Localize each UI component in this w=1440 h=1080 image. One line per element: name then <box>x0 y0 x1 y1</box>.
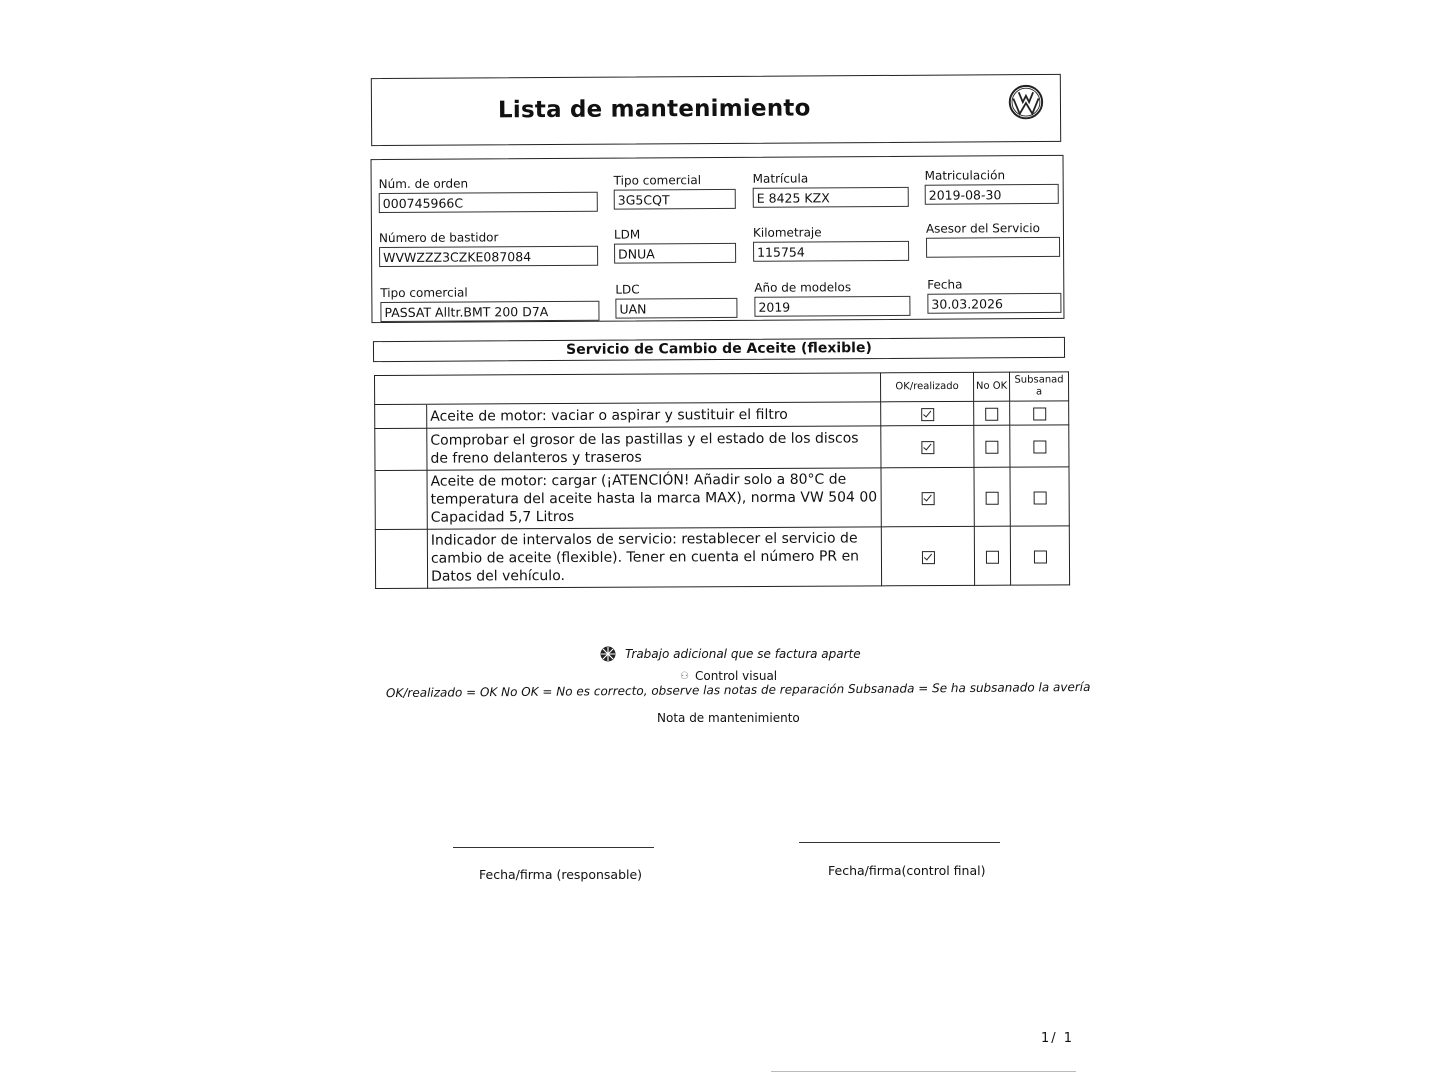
field-value: UAN <box>615 298 737 319</box>
field-label: Matriculación <box>924 168 1006 183</box>
service-advisor-field <box>926 221 1060 258</box>
subsanada-cell <box>1010 425 1069 467</box>
vehicle-info-box <box>371 155 1065 323</box>
field-value: 3G5CQT <box>614 189 736 210</box>
extra-work-icon <box>600 646 616 662</box>
checklist-table-wrapper <box>374 371 1069 589</box>
commercial-type-field <box>380 285 599 322</box>
field-label: Año de modelos <box>754 280 852 295</box>
mileage-field <box>753 225 909 262</box>
header-no-ok: No OK <box>973 372 1009 401</box>
field-label: Kilometraje <box>752 225 822 240</box>
header-blank <box>427 373 881 404</box>
row-index-cell <box>375 404 427 428</box>
signature-line-left <box>453 847 654 848</box>
vin-field <box>379 230 598 267</box>
ok-cell <box>881 526 974 585</box>
row-description: Indicador de intervalos de servicio: restablecer el servicio de cambio de aceite (flexible). Tener en cuenta el número PR en Datos del vehículo. <box>427 527 881 588</box>
header-blank <box>375 375 427 404</box>
no-ok-checkbox[interactable] <box>985 441 998 454</box>
no-ok-checkbox[interactable] <box>985 408 998 421</box>
header-subsanada: Subsanad a <box>1009 372 1068 401</box>
row-description: Aceite de motor: vaciar o aspirar y sustituir el filtro <box>427 402 881 428</box>
legend-extra-work <box>600 646 861 662</box>
page-number: 1/ 1 <box>1041 1031 1075 1046</box>
visual-check-icon: ⚇ <box>680 670 689 682</box>
field-value <box>926 237 1060 258</box>
bottom-rule <box>771 1071 1076 1072</box>
field-label: Tipo comercial <box>380 285 468 301</box>
title-box <box>371 74 1061 146</box>
signature-label-responsible: Fecha/firma (responsable) <box>479 867 643 882</box>
row-index-cell <box>375 529 427 588</box>
ldm-field <box>614 227 736 264</box>
table-row <box>375 425 1069 471</box>
no-ok-checkbox[interactable] <box>986 550 999 563</box>
field-value: WVWZZZ3CZKE087084 <box>379 246 598 267</box>
no-ok-cell <box>974 425 1010 467</box>
row-description: Aceite de motor: cargar (¡ATENCIÓN! Añadir solo a 80°C de temperatura del aceite hasta la marca MAX), norma VW 504 00 Capacidad 5,7 Litros <box>427 468 881 529</box>
no-ok-cell <box>974 526 1010 585</box>
signature-line-right <box>799 842 1000 843</box>
checklist-table <box>374 371 1070 589</box>
subsanada-cell <box>1010 401 1069 425</box>
ok-checkbox[interactable] <box>921 441 934 454</box>
ok-cell <box>881 425 974 467</box>
document-title: Lista de mantenimiento <box>497 95 811 124</box>
subsanada-checkbox[interactable] <box>1033 407 1046 420</box>
maintenance-note-title: Nota de mantenimiento <box>657 711 800 725</box>
table-row <box>375 467 1069 530</box>
subsanada-checkbox[interactable] <box>1033 491 1046 504</box>
field-value: DNUA <box>614 243 736 264</box>
checklist-header-row <box>375 372 1069 405</box>
legend-extra-work-text: Trabajo adicional que se factura aparte <box>625 647 861 661</box>
date-field <box>927 277 1061 314</box>
field-label: Fecha <box>927 277 963 292</box>
subsanada-checkbox[interactable] <box>1033 550 1046 563</box>
field-label: Asesor del Servicio <box>925 221 1040 236</box>
legend-visual-check <box>680 669 777 683</box>
vw-logo-icon <box>1008 84 1044 120</box>
field-value: 115754 <box>753 241 909 262</box>
ldc-field <box>615 282 737 319</box>
field-label: Matrícula <box>752 171 809 186</box>
row-description: Comprobar el grosor de las pastillas y el estado de los discos de freno delanteros y traseros <box>427 426 881 470</box>
ok-checkbox[interactable] <box>921 408 934 421</box>
no-ok-checkbox[interactable] <box>986 491 999 504</box>
field-label: Número de bastidor <box>378 230 499 246</box>
field-value: PASSAT Alltr.BMT 200 D7A <box>380 301 599 322</box>
model-year-field <box>754 280 910 317</box>
header-ok: OK/realizado <box>880 372 973 401</box>
registration-date-field <box>925 168 1059 205</box>
ok-cell <box>881 401 974 425</box>
field-value: E 8425 KZX <box>753 187 909 208</box>
field-label: LDM <box>613 227 641 242</box>
no-ok-cell <box>974 401 1010 425</box>
ok-checkbox[interactable] <box>921 492 934 505</box>
field-value: 2019-08-30 <box>925 184 1059 205</box>
row-index-cell <box>375 470 427 529</box>
field-label: Núm. de orden <box>378 176 469 192</box>
field-label: Tipo comercial <box>613 173 702 188</box>
commercial-type-code-field <box>614 173 736 210</box>
legend-explanation: OK/realizado = OK No OK = No es correcto, observe las notas de reparación Subsanada = Se ha subsanado la avería <box>385 679 1091 701</box>
signature-label-final-control: Fecha/firma(control final) <box>828 863 986 878</box>
row-index-cell <box>375 428 427 470</box>
subsanada-checkbox[interactable] <box>1033 440 1046 453</box>
table-row <box>375 401 1069 429</box>
no-ok-cell <box>974 467 1010 526</box>
subsanada-cell <box>1010 526 1069 585</box>
subsanada-cell <box>1010 467 1069 526</box>
order-number-field <box>379 176 598 213</box>
ok-checkbox[interactable] <box>921 551 934 564</box>
section-title: Servicio de Cambio de Aceite (flexible) <box>373 337 1065 362</box>
table-row <box>375 526 1069 589</box>
field-value: 000745966C <box>379 192 598 213</box>
field-value: 30.03.2026 <box>927 293 1061 314</box>
plate-field <box>753 171 909 208</box>
field-label: LDC <box>615 282 640 297</box>
legend-visual-check-text: Control visual <box>694 669 778 683</box>
ok-cell <box>881 467 974 526</box>
field-value: 2019 <box>754 296 910 317</box>
